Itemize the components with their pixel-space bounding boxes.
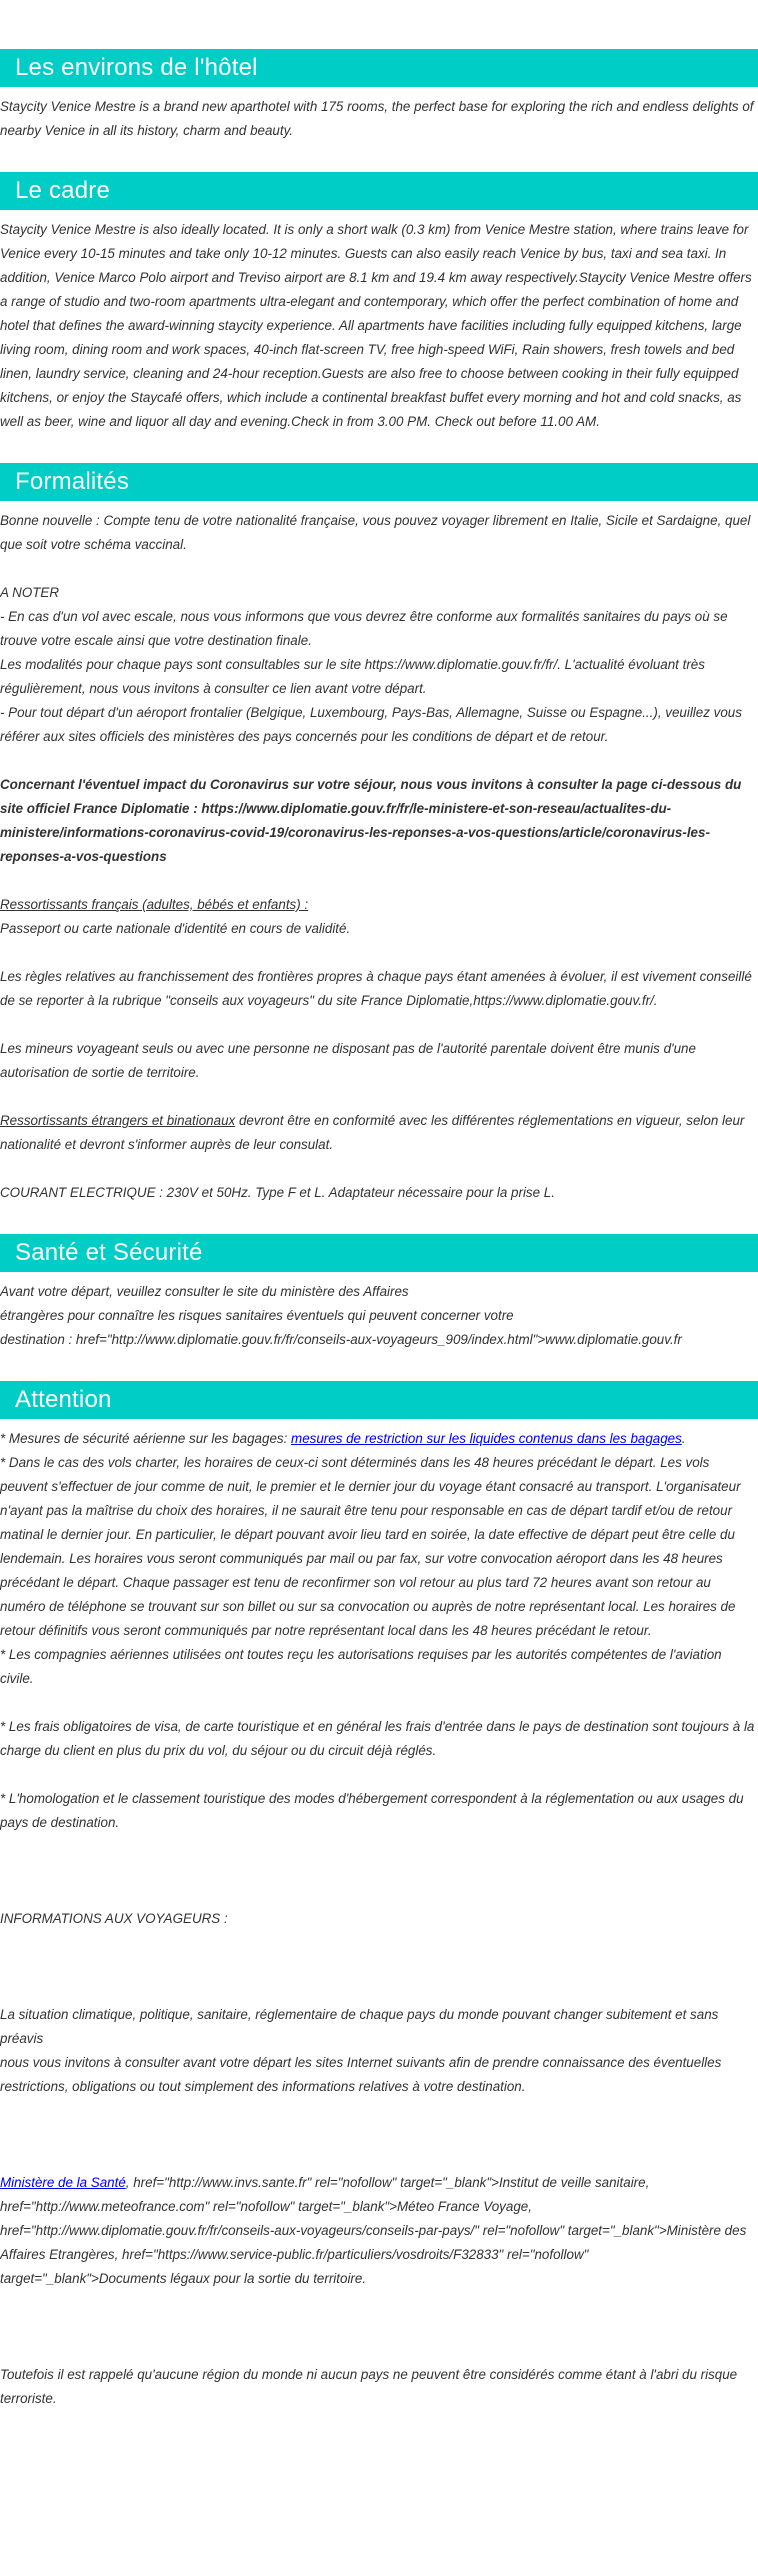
section-sante [0,1234,758,1352]
baggage-notice [0,1427,758,1451]
baggage-suffix: . [681,1431,686,1446]
section-title-cadre: Le cadre [0,172,758,210]
sante-line-2: étrangères pour connaître les risques sanitaires éventuels qui peuvent concerner votre [0,1308,514,1323]
section-formalites [0,463,758,1205]
sante-line-1: Avant votre départ, veuillez consulter le site du ministère des Affaires [0,1284,409,1299]
ministry-health-link[interactable]: Ministère de la Santé [0,2175,126,2190]
terror-notice: Toutefois il est rappelé qu'aucune région du monde ni aucun pays ne peuvent être considérés comme étant à l'abri du risque terroriste. [0,2367,738,2406]
note-title: A NOTER [0,585,60,600]
cadre-body: Staycity Venice Mestre is also ideally located. It is only a short walk (0.3 km) from Venice Mestre station, where trains leave for Venice every 10-15 minutes and take only 10-12 minutes. Guests can also easily reach Venice by bus, taxi and sea taxi. In addition, Venice Marco Polo airport and Treviso airport are 8.1 km and 19.4 km away respectively.Staycity Venice Mestre offers a range of studio and two-room apartments ultra-elegant and contemporary, which offer the perfect combination of home and hotel that defines the award-winning staycity experience. All apartments have facilities including fully equipped kitchens, large living room, dining room and work spaces, 40-inch flat-screen TV, free high-speed WiFi, Rain showers, fresh towels and bed linen, laundry service, cleaning and 24-hour reception.Guests are also free to choose between cooking in their fully equipped kitchens, or enjoy the Staycafé offers, which include a continental breakfast buffet every morning and hot and cold snacks, as well as beer, wine and liquor all day and evening.Check in from 3.00 PM. Check out before 11.00 AM. [0,222,752,429]
electric-notice: COURANT ELECTRIQUE : 230V et 50Hz. Type F et L. Adaptateur nécessaire pour la prise L. [0,1185,555,1200]
homologation-notice: * L'homologation et le classement touristique des modes d'hébergement correspondent à la réglementation ou aux usages du pays de destination. [0,1791,744,1830]
section-environs [0,49,758,143]
sante-line-3: destination : href="http://www.diplomatie.gouv.fr/fr/conseils-aux-voyageurs_909/index.html">www.diplomatie.gouv.fr [0,1332,682,1347]
formalites-intro: Bonne nouvelle : Compte tenu de votre nationalité française, vous pouvez voyager librement en Italie, Sicile et Sardaigne, quel que soit votre schéma vaccinal. [0,513,751,552]
foreign-nationals-body: devront être en conformité avec les différentes réglementations en vigueur, selon leur nationalité et devront s'informer auprès de leur consulat. [0,1113,745,1152]
french-nationals-body: Passeport ou carte nationale d'identité en cours de validité. [0,921,351,936]
useful-links-rest: , href="http://www.invs.sante.fr" rel="nofollow" target="_blank">Institut de veille sanitaire, href="http://www.meteofrance.com" rel="nofollow" target="_blank">Méteo France Voyage, href="http://www.diplomatie.gouv.fr/fr/conseils-aux-voyageurs/conseils-par-pays/" rel="nofollow" target="_blank">Ministère des Affaires Etrangères, href="https://www.service-public.fr/particuliers/vosdroits/F32833" rel="nofollow" target="_blank">Documents légaux pour la sortie du territoire. [0,2175,747,2286]
borders-notice: Les règles relatives au franchissement des frontières propres à chaque pays étant amenées à évoluer, il est vivement conseillé de se reporter à la rubrique "conseils aux voyageurs" du site France Diplomatie,https://www.diplomatie.gouv.fr/. [0,969,752,1008]
section-cadre [0,172,758,434]
useful-links [0,2171,758,2291]
note-2: Les modalités pour chaque pays sont consultables sur le site https://www.diplomatie.gouv.fr/fr/. L'actualité évoluant très régulièrement, nous vous invitons à consulter ce lien avant votre départ. [0,657,705,696]
minors-notice: Les mineurs voyageant seuls ou avec une personne ne disposant pas de l'autorité parentale doivent être munis d'une autorisation de sortie de territoire. [0,1041,696,1080]
climate-notice-2: nous vous invitons à consulter avant votre départ les sites Internet suivants afin de prendre connaissance des éventuelles restrictions, obligations ou tout simplement des informations relatives à votre destination. [0,2055,722,2094]
section-attention [0,1381,758,2411]
note-1: - En cas d'un vol avec escale, nous vous informons que vous devrez être conforme aux formalités sanitaires du pays où se trouve votre escale ainsi que votre destination finale. [0,609,728,648]
section-title-environs: Les environs de l'hôtel [0,49,758,87]
environs-body: Staycity Venice Mestre is a brand new aparthotel with 175 rooms, the perfect base for exploring the rich and endless delights of nearby Venice in all its history, charm and beauty. [0,99,754,138]
covid-notice: Concernant l'éventuel impact du Coronavirus sur votre séjour, nous vous invitons à consulter la page ci-dessous du site officiel France Diplomatie : https://www.diplomatie.gouv.fr/fr/le-ministere-et-son-reseau/actualites-du-ministere/informations-coronavirus-covid-19/coronavirus-les-reponses-a-vos-questions/article/coronavirus-les-reponses-a-vos-questions [0,777,742,864]
foreign-nationals [0,1109,758,1157]
charter-notice: * Dans le cas des vols charter, les horaires de ceux-ci sont déterminés dans les 48 heures précédant le départ. Les vols peuvent s'effectuer de jour comme de nuit, le premier et le dernier jour du voyage étant consacré au transport. L'organisateur n'ayant pas la maîtrise du choix des horaires, il ne saurait être tenu pour responsable en cas de départ tardif et/ou de retour matinal le dernier jour. En particulier, le départ pouvant avoir lieu tard en soirée, la date effective de départ peut être celle du lendemain. Les horaires vous seront communiqués par mail ou par fax, sur votre convocation aéroport dans les 48 heures précédant le départ. Chaque passager est tenu de reconfirmer son vol retour au plus tard 72 heures avant son retour au numéro de téléphone se trouvant sur son billet ou sur sa convocation ou auprès de notre représentant local. Les horaires de retour définitifs vous seront communiqués par notre représentant local dans les 48 heures précédant le retour. [0,1455,741,1638]
foreign-nationals-heading: Ressortissants étrangers et binationaux [0,1113,236,1128]
section-title-formalites: Formalités [0,463,758,501]
liquids-restriction-link[interactable]: mesures de restriction sur les liquides contenus dans les bagages [291,1431,682,1446]
section-title-sante: Santé et Sécurité [0,1234,758,1272]
airlines-notice: * Les compagnies aériennes utilisées ont toutes reçu les autorisations requises par les autorités compétentes de l'aviation civile. [0,1647,722,1686]
note-3: - Pour tout départ d'un aéroport frontalier (Belgique, Luxembourg, Pays-Bas, Allemagne, Suisse ou Espagne...), veuillez vous référer aux sites officiels des ministères des pays concernés pour les conditions de départ et de retour. [0,705,742,744]
climate-notice-1: La situation climatique, politique, sanitaire, réglementaire de chaque pays du monde pouvant changer subitement et sans préavis [0,2007,719,2046]
baggage-prefix: * Mesures de sécurité aérienne sur les bagages: [0,1431,292,1446]
french-nationals-heading: Ressortissants français (adultes, bébés et enfants) : [0,897,309,912]
section-title-attention: Attention [0,1381,758,1419]
travellers-info-title: INFORMATIONS AUX VOYAGEURS : [0,1911,228,1926]
fees-notice: * Les frais obligatoires de visa, de carte touristique et en général les frais d'entrée dans le pays de destination sont toujours à la charge du client en plus du prix du vol, du séjour ou du circuit déjà réglés. [0,1719,755,1758]
